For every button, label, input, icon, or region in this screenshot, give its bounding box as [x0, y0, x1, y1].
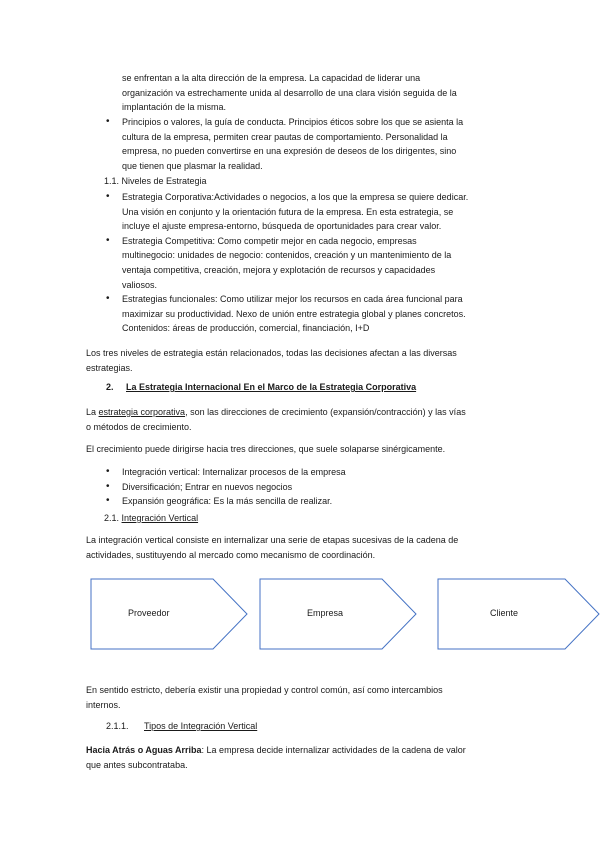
text-line: • Estrategia Corporativa:Actividades o negocios, a los que la empresa se quiere dedicar. — [122, 192, 469, 202]
growth-paragraph: El crecimiento puede dirigirse hacia tres direcciones, que suele solaparse sinérgicamente. — [86, 444, 446, 454]
text-line: que tienen que plasmar la realidad. — [122, 160, 263, 171]
strict-sense-paragraph — [86, 683, 526, 712]
strategy-levels-list — [106, 190, 520, 336]
continuation-paragraph — [122, 71, 512, 115]
section-title: Integración Vertical — [121, 513, 199, 523]
list-item: • Diversificación; Entrar en nuevos negocios — [106, 480, 506, 495]
section-heading-1-1: 1.1. Niveles de Estrategia — [104, 176, 207, 186]
value-chain-diagram — [90, 578, 600, 650]
text-line: • Estrategias funcionales: Como utilizar mejor los recursos en cada área funcional para — [122, 294, 463, 305]
text-line: empresa, no pueden convertirse en una expresión de deseos de los dirigentes, sino — [122, 146, 457, 157]
text-span: : La empresa decide internalizar actividades de la cadena de valor — [201, 745, 466, 755]
text-line: ventaja competitiva, creación, mejora y explotación de recursos y capacidades — [122, 264, 436, 275]
levels-summary-paragraph — [86, 346, 526, 375]
section-heading-2-1 — [104, 511, 198, 526]
list-item — [106, 292, 520, 336]
text-line: • Principios o valores, la guía de conducta. Principios éticos sobre los que se asienta la — [122, 117, 464, 127]
list-item: • Integración vertical: Internalizar procesos de la empresa — [106, 465, 506, 480]
text-line: se enfrentan a la alta dirección de la empresa. La capacidad de liderar una — [122, 73, 421, 83]
text-line: organización va estrechamente unida al desarrollo de una clara visión seguida de la — [122, 87, 457, 98]
text-line: Los tres niveles de estrategia están relacionados, todas las decisiones afectan a las diversas — [86, 348, 457, 358]
text-line: implantación de la misma. — [122, 102, 227, 113]
cliente-chevron — [438, 579, 599, 649]
corporate-strategy-link[interactable]: estrategia corporativa — [98, 407, 186, 417]
text-line: Una visión en conjunto y la orientación futura de la empresa. En esta estrategia, se — [122, 206, 454, 217]
text-line: En sentido estricto, debería existir una propiedad y control común, así como intercambios — [86, 685, 443, 695]
proveedor-label: Proveedor — [128, 608, 170, 618]
growth-directions-list — [106, 465, 506, 509]
term-bold: Hacia Atrás o Aguas Arriba — [86, 745, 202, 755]
cliente-label: Cliente — [490, 608, 519, 618]
text-line: valiosos. — [122, 279, 158, 290]
text-line: que antes subcontrataba. — [86, 759, 188, 770]
text-line: actividades, sustituyendo al mercado como mecanismo de coordinación. — [86, 549, 376, 560]
vertical-integration-paragraph — [86, 533, 526, 562]
text-line: La integración vertical consiste en internalizar una serie de etapas sucesivas de la cadena de — [86, 535, 459, 545]
list-item — [106, 234, 520, 292]
text-line: • Estrategia Competitiva: Como competir mejor en cada negocio, empresas — [122, 235, 417, 246]
backward-integration-paragraph — [86, 743, 526, 772]
text-line: incluye el ajuste empresa-entorno, búsqueda de oportunidades para crear valor. — [122, 221, 442, 232]
section-number: 2.1.1. — [106, 721, 129, 731]
text-line: o métodos de crecimiento. — [86, 421, 192, 432]
empresa-label: Empresa — [307, 608, 344, 618]
section-heading-2-1-1 — [106, 719, 257, 734]
list-item — [106, 190, 520, 234]
corporate-strategy-paragraph — [86, 405, 526, 434]
section-title: Tipos de Integración Vertical — [144, 721, 258, 731]
text-span: La — [86, 407, 99, 417]
section-number: 2. — [106, 382, 114, 392]
text-line: multinegocio: unidades de negocio: contenidos, creación y un mantenimiento de la — [122, 250, 452, 261]
list-item: • Expansión geográfica: Es la más sencilla de realizar. — [106, 494, 506, 509]
text-line — [86, 743, 526, 758]
text-span: , son las direcciones de crecimiento (expansión/contracción) y las vías — [185, 407, 466, 417]
text-line: cultura de la empresa, permiten crear pautas de comportamiento. Personalidad la — [122, 131, 448, 142]
text-line: Contenidos: áreas de producción, comercial, financiación, I+D — [122, 323, 370, 334]
text-line: internos. — [86, 699, 121, 710]
text-line — [86, 405, 526, 420]
section-number: 2.1. — [104, 513, 120, 523]
section-heading-2 — [106, 380, 416, 395]
section-title: La Estrategia Internacional En el Marco de la Estrategia Corporativa — [126, 382, 417, 392]
text-line: estrategias. — [86, 362, 133, 373]
principles-bullet-list — [106, 115, 506, 173]
list-item — [106, 115, 506, 173]
text-line: maximizar su productividad. Nexo de unión entre estrategia global y planes concretos. — [122, 308, 466, 319]
